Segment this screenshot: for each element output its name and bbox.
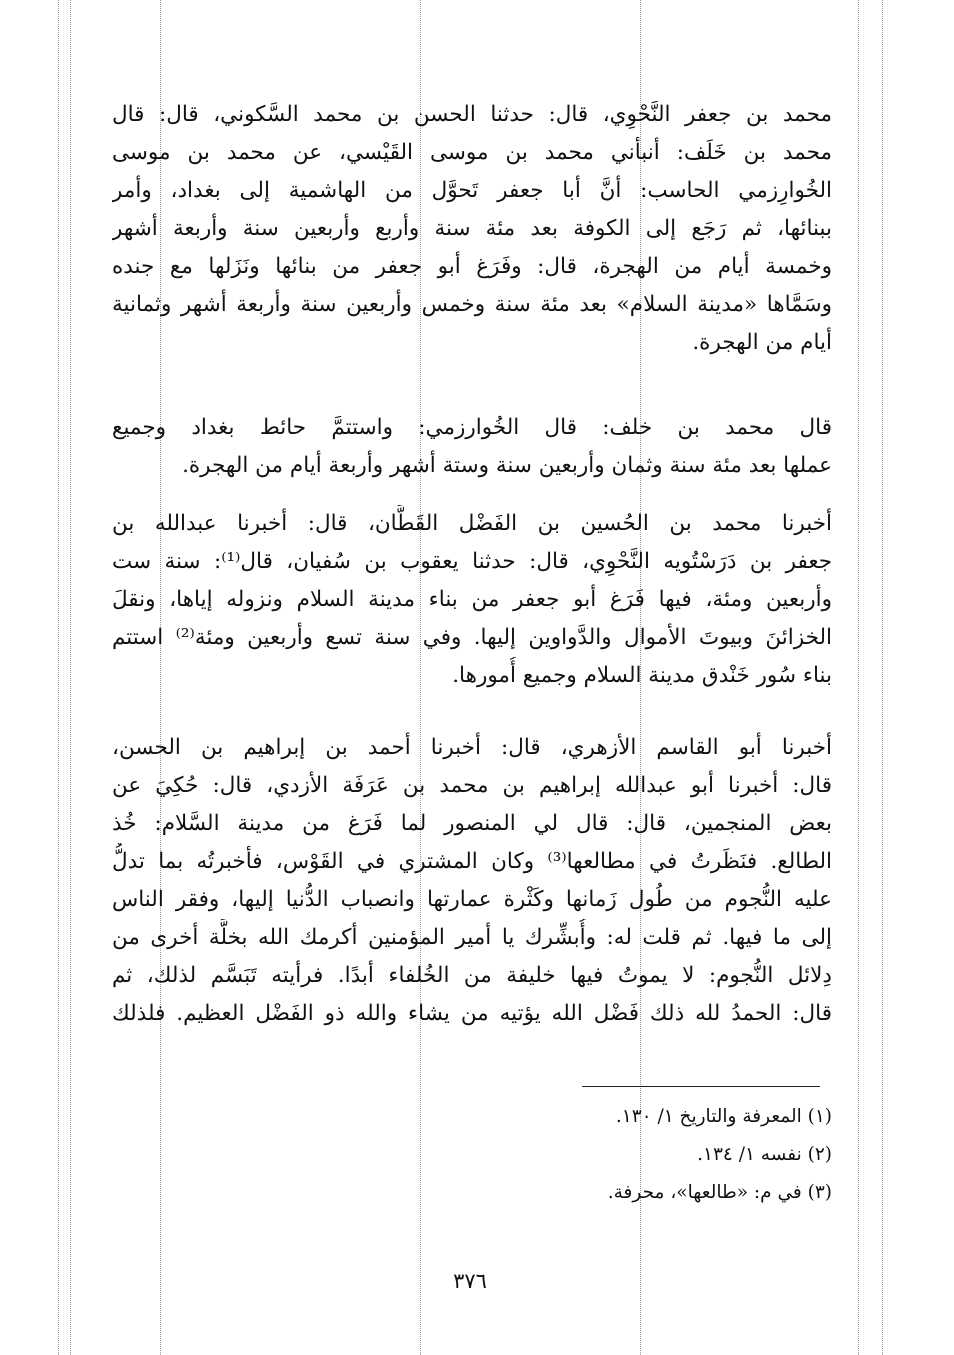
text-line: وسَمَّاها «مدينة السلام» بعد مئة سنة وخمس وأربعين سنة وأربعة أشهر وثمانية bbox=[112, 292, 832, 317]
paragraph bbox=[112, 505, 832, 695]
footnotes bbox=[112, 1098, 832, 1212]
text-line: بناء سُور خَنْدق مدينة السلام وجميع أُمورها. bbox=[452, 663, 832, 688]
text-line: أخبرنا أبو القاسم الأزهري، قال: أخبرنا أحمد بن إبراهيم بن الحسن، bbox=[112, 735, 832, 760]
text-line: محمد بن خَلَف: أنبأني محمد بن موسى القَيْسي، عن محمد بن موسى bbox=[112, 140, 832, 165]
footnote: (٢) نفسه ١/ ١٣٤. bbox=[697, 1144, 832, 1165]
text-line: دِلائل النُّجوم: لا يموتُ فيها خليفة من الخُلفاء أبدًا. فرأيته تَبَسَّم لذلك، ثم bbox=[112, 963, 832, 988]
footnote: (٣) في م: «طالعها»، محرفة. bbox=[607, 1182, 832, 1203]
text-line: ببنائها، ثم رَجَع إلى الكوفة بعد مئة سنة وأربع وأربعين سنة وأربعة أشهر bbox=[112, 216, 832, 241]
page-number: ٣٧٦ bbox=[453, 1269, 487, 1293]
text-line: الطالع. فنَظَرتُ في مطالعها⁽³⁾ وكان المشتري في القَوْس، فأخبرتُه بما تدلُّ bbox=[112, 849, 832, 874]
paragraph bbox=[112, 729, 832, 1033]
text-line: الخُوارِزمي الحاسب: أنَّ أبا جعفر تَحوَّل من الهاشمية إلى بغداد، وأمر bbox=[112, 178, 832, 203]
margin-guide-line bbox=[858, 0, 859, 1355]
text-line: جعفر بن دَرَسْتُويه النَّحْوِي، قال: حدثنا يعقوب بن سُفيان، قال⁽¹⁾: سنة ست bbox=[112, 549, 832, 574]
paragraph bbox=[112, 96, 832, 362]
text-line: أيام من الهجرة. bbox=[692, 330, 832, 355]
text-line: قال: أخبرنا أبو عبدالله إبراهيم بن محمد بن عَرَفَة الأزدي، قال: حُكِيَ عن bbox=[112, 773, 832, 798]
margin-guide-line bbox=[882, 0, 883, 1355]
text-line: وخمسة أيام من الهجرة، قال: وفَرَغ أبو جعفر من بنائها ونَزَلها مع جنده bbox=[112, 254, 832, 279]
text-line: محمد بن جعفر النَّحْوِي، قال: حدثنا الحسن بن محمد السَّكوني، قال: قال bbox=[112, 102, 832, 127]
text-line: قال: الحمدُ لله ذلك فَضْل الله يؤتيه من يشاء والله ذو الفَضْل العظيم. فلذلك bbox=[112, 1001, 832, 1026]
margin-guide-line bbox=[70, 0, 71, 1355]
text-line: أخبرنا محمد بن الحُسين بن الفَضْل القَطَّان، قال: أخبرنا عبدالله بن bbox=[112, 511, 832, 536]
footnote: (١) المعرفة والتاريخ ١/ ١٣٠. bbox=[615, 1106, 832, 1127]
text-line: إلى ما فيها. ثم قلت له: وأُبشِّرك يا أمير المؤمنين أكرمك الله بخلَّة أخرى من bbox=[112, 925, 832, 950]
margin-guide-line bbox=[58, 0, 59, 1355]
text-line: عملها بعد مئة سنة وثمان وأربعين سنة وستة أشهر وأربعة أيام من الهجرة. bbox=[182, 453, 832, 478]
footnote-separator bbox=[582, 1086, 820, 1087]
text-line: الخزائنَ وبيوتَ الأموال والدَّواوين إليها. وفي سنة تسع وأربعين ومئة⁽²⁾ استتم bbox=[112, 625, 832, 650]
text-line: قال محمد بن خلف: قال الخُوارزمي: واستتمَّ حائط بغداد وجميع bbox=[112, 415, 832, 440]
text-line: عليه النُّجوم من طُول زَمانها وكَثْرة عمارتها وانصباب الدُّنيا إليها، وفقر الناس bbox=[112, 887, 832, 912]
text-line: بعض المنجمين، قال: قال لي المنصور لما فَرَغ من مدينة السَّلام: خُذ bbox=[112, 811, 832, 836]
paragraph bbox=[112, 409, 832, 485]
text-line: وأربعين ومئة، فيها فَرَغ أبو جعفر من بناء مدينة السلام ونزوله إياها، ونقلَ bbox=[112, 587, 832, 612]
